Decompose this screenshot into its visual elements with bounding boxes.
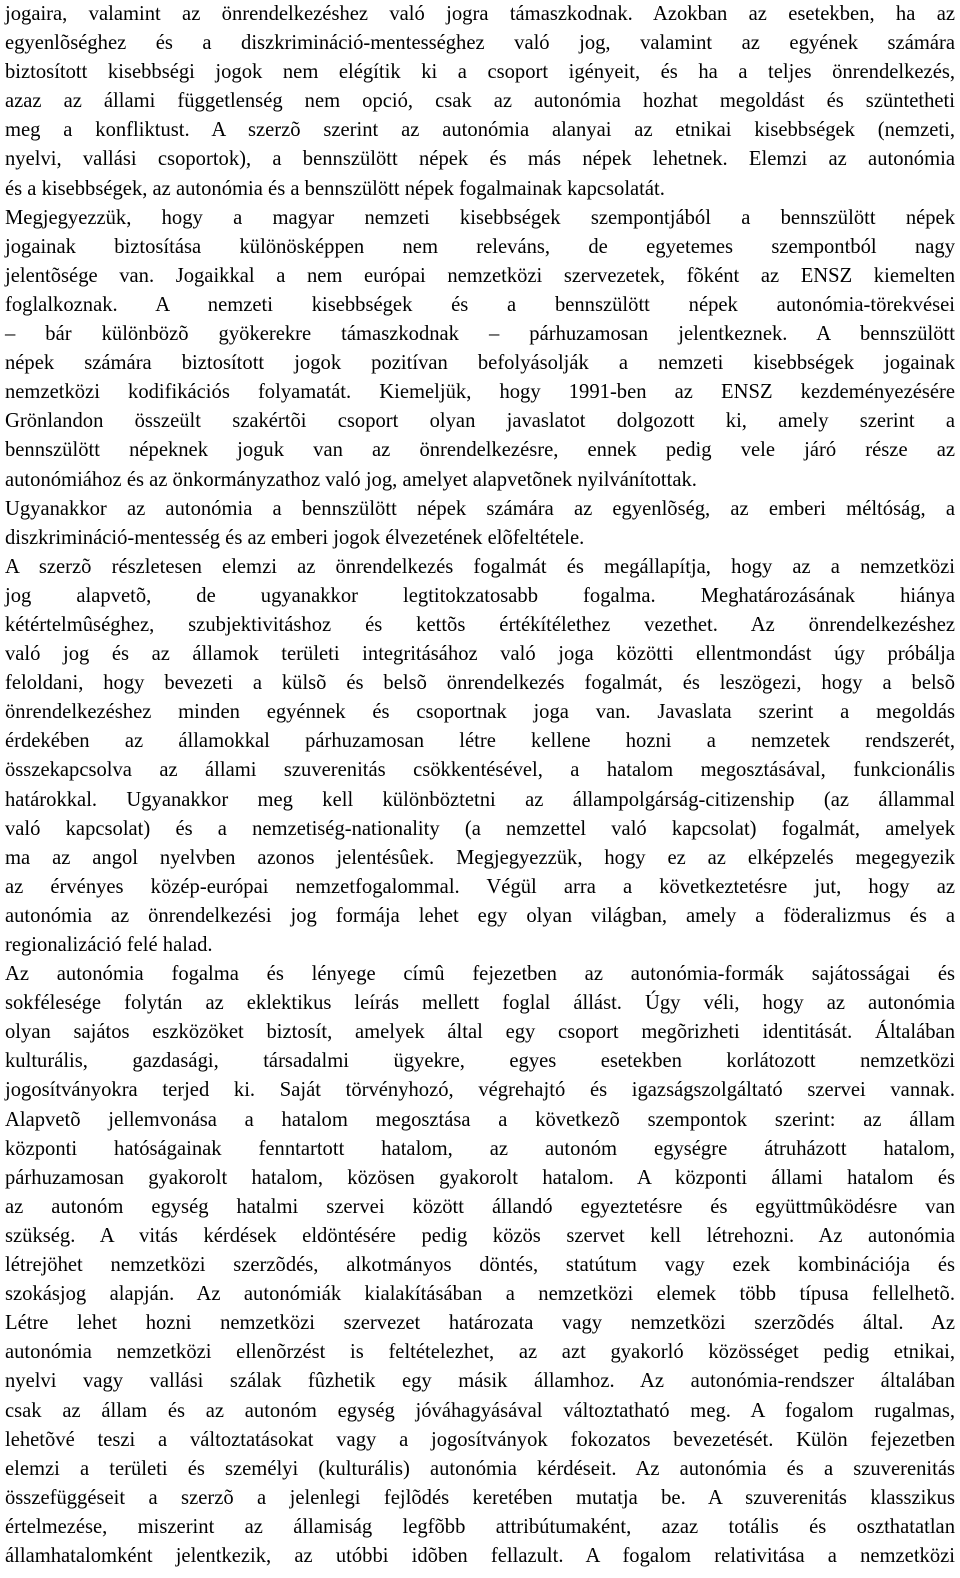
text-line: kulturális, gazdasági, társadalmi ügyekre, egyes esetekben korlátozott nemzetközi bbox=[5, 1050, 955, 1073]
paragraph-1 bbox=[5, 0, 955, 553]
text-line: jogosítványokra terjed ki. Saját törvényhozó, végrehajtó és igazságszolgáltató szervei vannak. bbox=[5, 1079, 955, 1102]
text-line: foglalkoznak. A nemzeti kisebbségek és a bennszülött népek autonómia-törekvései bbox=[5, 293, 955, 316]
text-line: létrejöhet nemzetközi szerzõdés, alkotmányos döntés, statútum vagy ezek kombinációja és bbox=[5, 1254, 955, 1277]
text-line: olyan sajátos eszközöket biztosít, amelyek által egy csoport megõrizheti identitását. Általában bbox=[5, 1021, 955, 1044]
text-line: népek számára biztosított jogok pozitívan befolyásolják a nemzeti kisebbségek jogainak bbox=[5, 352, 955, 375]
text-line: nyelvi, vallási csoportok), a bennszülött népek és más népek lehetnek. Elemzi az autonómia bbox=[5, 148, 955, 171]
paragraph-3 bbox=[5, 960, 955, 1571]
text-line: meg a konfliktust. A szerzõ szerint az autonómia alanyai az etnikai kisebbségek (nemzeti, bbox=[5, 119, 955, 142]
text-line: önrendelkezéshez minden egyénnek és csoportnak joga van. Javaslata szerint a megoldás bbox=[5, 701, 955, 724]
text-line: Az autonómia fogalma és lényege címû fejezetben az autonómia-formák sajátosságai és bbox=[5, 963, 955, 986]
text-line: kétértelmûséghez, szubjektivitáshoz és kettõs értékítélethez vezethet. Az önrendelkezéshez bbox=[5, 613, 955, 636]
text-line: Létre lehet hozni nemzetközi szervezet határozata vagy nemzetközi szerzõdés által. Az bbox=[5, 1312, 955, 1335]
text-line: A szerzõ részletesen elemzi az önrendelkezés fogalmát és megállapítja, hogy az a nemzetközi bbox=[5, 555, 955, 578]
text-line: azaz az állami függetlenség nem opció, csak az autonómia hozhat megoldást és szüntetheti bbox=[5, 90, 955, 113]
text-line: – bár különbözõ gyökerekre támaszkodnak – párhuzamosan jelentkeznek. A bennszülött bbox=[5, 323, 955, 346]
text-line: elemzi a területi és személyi (kulturális) autonómia kérdéseit. Az autonómia és a szuverenitás bbox=[5, 1457, 955, 1480]
text-line: párhuzamosan gyakorolt hatalom, közösen gyakorolt hatalom. A központi állami hatalom és bbox=[5, 1166, 955, 1189]
text-line: regionalizáció felé halad. bbox=[5, 934, 213, 956]
text-line: és a kisebbségek, az autonómia és a bennszülött népek fogalmainak kapcsolatát. bbox=[5, 177, 665, 200]
text-line: értelmezése, miszerint az államiság legfõbb attribútumaként, azaz totális és oszthatatlan bbox=[5, 1515, 955, 1538]
text-line: az autonóm egység hatalmi szervei között állandó egyeztetésre és együttmûködésre van bbox=[5, 1195, 955, 1218]
text-line: az érvényes közép-európai nemzetfogalommal. Végül arra a következtetésre jut, hogy az bbox=[5, 875, 955, 898]
text-line: biztosított kisebbségi jogok nem elégítik ki a csoport igényeit, és ha a teljes önrendelkezés, bbox=[5, 61, 955, 84]
text-line: Alapvetõ jellemvonása a hatalom megosztása a következõ szempontok szerint: az állam bbox=[5, 1108, 955, 1131]
document-page bbox=[5, 0, 955, 1571]
text-line: nemzetközi kodifikációs folyamatát. Kiemeljük, hogy 1991-ben az ENSZ kezdeményezésére bbox=[5, 381, 955, 404]
text-line: jogainak biztosítása különösképpen nem releváns, de egyetemes szempontból nagy bbox=[5, 235, 955, 258]
text-line: való kapcsolat) és a nemzetiség-nationality (a nemzettel való kapcsolat) fogalmát, amelyek bbox=[5, 817, 955, 840]
text-line: feloldani, hogy bevezeti a külsõ és belsõ önrendelkezés fogalmát, és leszögezi, hogy a belsõ bbox=[5, 672, 955, 695]
text-line: szükség. A vitás kérdések eldöntésére pedig közös szervet kell létrehozni. Az autonómia bbox=[5, 1224, 955, 1247]
text-line: diszkrimináció-mentesség és az emberi jogok élvezetének elõfeltétele. bbox=[5, 526, 585, 549]
text-line: autonómiához és az önkormányzathoz való jog, amelyet alapvetõnek nyilvánítottak. bbox=[5, 468, 697, 491]
text-line: Ugyanakkor az autonómia a bennszülött népek számára az egyenlõség, az emberi méltóság, a bbox=[5, 497, 955, 520]
text-line: államhatalomként jelentkezik, az utóbbi idõben fellazult. A fogalom relativitása a nemzetközi bbox=[5, 1544, 955, 1567]
text-line: határokkal. Ugyanakkor meg kell különböztetni az állampolgárság-citizenship (az állammal bbox=[5, 788, 955, 811]
text-line: csak az állam és az autonóm egység jóváhagyásával változtatható meg. A fogalom rugalmas, bbox=[5, 1399, 955, 1422]
text-line: való jog és az államok területi integritásához való joga közötti ellentmondást úgy próbálja bbox=[5, 643, 955, 666]
text-line: érdekében az államokkal párhuzamosan létre kellene hozni a nemzetek rendszerét, bbox=[5, 730, 955, 753]
text-line: jelentõsége van. Jogaikkal a nem európai nemzetközi szervezetek, fõként az ENSZ kiemelten bbox=[5, 264, 955, 287]
text-line: nyelvi vagy vallási szálak fûzhetik egy másik államhoz. Az autonómia-rendszer általában bbox=[5, 1370, 955, 1393]
text-line: jog alapvetõ, de ugyanakkor legtitokzatosabb fogalma. Meghatározásának hiánya bbox=[5, 584, 955, 607]
text-line: összefüggéseit a szerzõ a jelenlegi fejlõdés keretében mutatja be. A szuverenitás klasszikus bbox=[5, 1486, 955, 1509]
text-line: központi hatóságainak fenntartott hatalom, az autonóm egységre átruházott hatalom, bbox=[5, 1137, 955, 1160]
text-line: ma az angol nyelvben azonos jelentésûek. Megjegyezzük, hogy ez az elképzelés megegyezik bbox=[5, 846, 955, 869]
text-line: összekapcsolva az állami szuverenitás csökkentésével, a hatalom megosztásával, funkcionális bbox=[5, 759, 955, 782]
text-line: szokásjog alapján. Az autonómiák kialakításában a nemzetközi elemek több típusa fellelhetõ. bbox=[5, 1283, 955, 1306]
text-line: lehetõvé teszi a változtatásokat vagy a jogosítványok fokozatos bevezetését. Külön fejezetben bbox=[5, 1428, 955, 1451]
text-line: autonómia az önrendelkezési jog formája lehet egy olyan világban, amely a föderalizmus és a bbox=[5, 904, 955, 927]
text-line: sokfélesége folytán az eklektikus leírás mellett foglal állást. Úgy véli, hogy az autonómia bbox=[5, 992, 955, 1015]
text-line: Grönlandon összeült szakértõi csoport olyan javaslatot dolgozott ki, amely szerint a bbox=[5, 410, 955, 433]
text-line: bennszülött népeknek joguk van az önrendelkezésre, ennek pedig vele járó része az bbox=[5, 439, 955, 462]
text-line: egyenlõséghez és a diszkrimináció-mentességhez való jog, valamint az egyének számára bbox=[5, 32, 955, 55]
text-line: Megjegyezzük, hogy a magyar nemzeti kisebbségek szempontjából a bennszülött népek bbox=[5, 206, 955, 229]
text-line: jogaira, valamint az önrendelkezéshez való jogra támaszkodnak. Azokban az esetekben, ha az bbox=[5, 3, 955, 25]
paragraph-2 bbox=[5, 553, 955, 960]
text-line: autonómia nemzetközi ellenõrzést is feltételezhet, az azt gyakorló közösséget pedig etnikai, bbox=[5, 1341, 955, 1364]
